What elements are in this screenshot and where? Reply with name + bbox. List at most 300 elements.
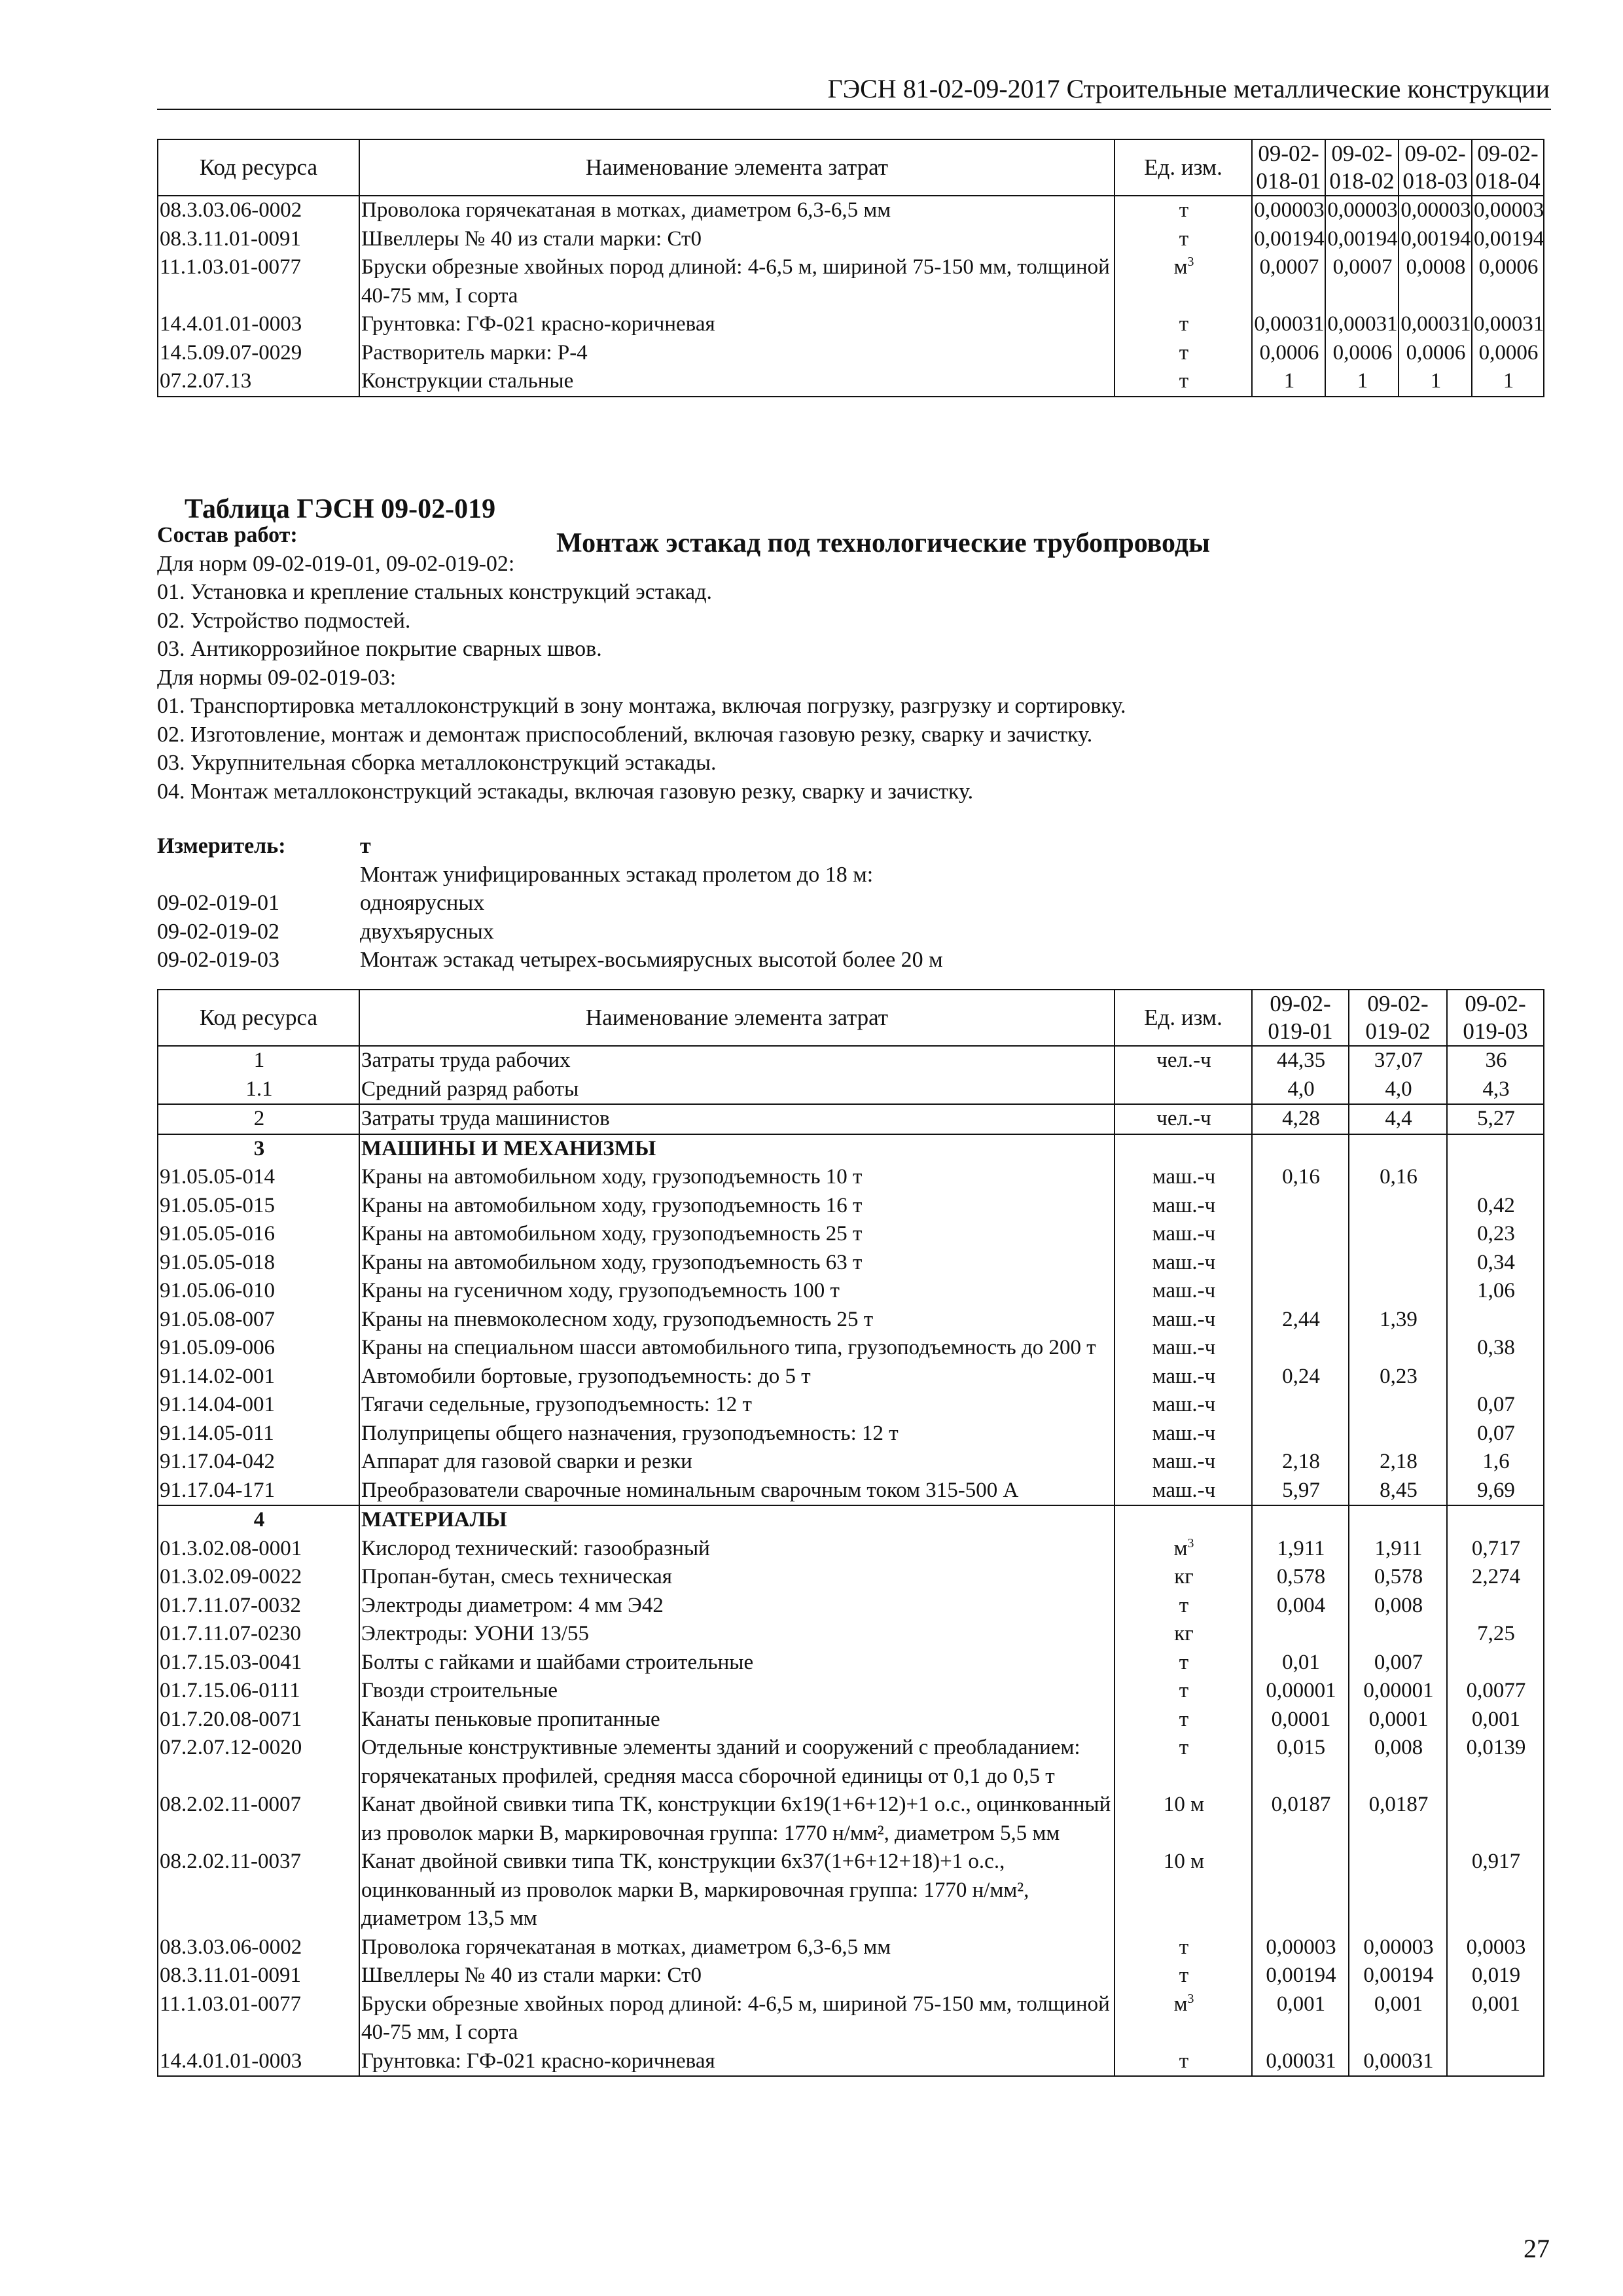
norm-value: 0,0006: [1399, 339, 1472, 368]
norm-value: [1349, 1334, 1447, 1363]
norm-value: 0,00003: [1399, 196, 1472, 225]
norm-value: [1349, 1249, 1447, 1278]
norm-value: [1252, 1620, 1349, 1649]
table-row: [158, 1734, 1544, 1791]
norm-value: 0,0008: [1399, 253, 1472, 310]
unit: [1115, 1505, 1252, 1535]
resource-code: 91.14.02-001: [158, 1363, 359, 1391]
unit: [1115, 196, 1252, 225]
unit-text: маш.-ч: [1152, 1250, 1216, 1274]
norm-value: 0,004: [1252, 1592, 1349, 1621]
table-row: [158, 1592, 1544, 1621]
norm-value: 0,07: [1447, 1420, 1544, 1448]
resource-name: Краны на автомобильном ходу, грузоподъемность 10 т: [359, 1163, 1115, 1192]
resource-code: 1: [158, 1046, 359, 1075]
norm-description: двухъярусных: [360, 919, 494, 944]
norm-value: [1349, 1505, 1447, 1535]
resource-code: 4: [158, 1505, 359, 1535]
unit-text: маш.-ч: [1152, 1193, 1216, 1217]
norm-value: 0,00001: [1252, 1677, 1349, 1706]
unit-text: т: [1179, 1679, 1189, 1702]
norm-value: 0,42: [1447, 1192, 1544, 1221]
norm-value: [1447, 1163, 1544, 1192]
column-header: 09-02-019-02: [1349, 990, 1447, 1046]
unit-text: т: [1179, 1964, 1189, 1987]
unit-text: чел.-ч: [1156, 1049, 1211, 1072]
norm-value: 0,00031: [1252, 2047, 1349, 2077]
norm-value: 0,16: [1349, 1163, 1447, 1192]
norm-value: 4,0: [1252, 1075, 1349, 1105]
unit-text: т: [1179, 1736, 1189, 1759]
norm-value: 0,0007: [1252, 253, 1325, 310]
norm-value: [1252, 1134, 1349, 1164]
resource-name: Кислород технический: газообразный: [359, 1535, 1115, 1564]
unit: [1115, 1706, 1252, 1734]
table-row: [158, 1962, 1544, 1990]
resource-code: 01.3.02.09-0022: [158, 1563, 359, 1592]
resource-code: 08.3.03.06-0002: [158, 1933, 359, 1962]
unit: [1115, 1134, 1252, 1164]
resource-name: Тягачи седельные, грузоподъемность: 12 т: [359, 1391, 1115, 1420]
unit: [1115, 1990, 1252, 2047]
resource-table-018: [157, 139, 1544, 397]
norm-value: [1252, 1192, 1349, 1221]
unit-text: т: [1179, 1593, 1189, 1617]
norm-value: 1,06: [1447, 1277, 1544, 1306]
norm-value: 0,23: [1447, 1220, 1544, 1249]
unit: [1115, 1277, 1252, 1306]
norm-value: 0,0007: [1325, 253, 1399, 310]
norm-value: [1252, 1334, 1349, 1363]
unit-text: м: [1173, 1992, 1188, 2016]
works-line: 01. Установка и крепление стальных конструкций эстакад.: [157, 580, 713, 604]
norm-code: 09-02-019-02: [157, 919, 279, 944]
unit: [1115, 1933, 1252, 1962]
header-rule: [157, 109, 1551, 110]
resource-name: Конструкции стальные: [359, 367, 1115, 397]
works-composition: [157, 521, 1531, 806]
norm-value: 0,00003: [1325, 196, 1399, 225]
resource-name: Электроды диаметром: 4 мм Э42: [359, 1592, 1115, 1621]
norm-value: 2,18: [1252, 1448, 1349, 1477]
table-row: [158, 1649, 1544, 1677]
norm-value: [1349, 1391, 1447, 1420]
norm-value: 0,008: [1349, 1734, 1447, 1791]
norm-value: 0,001: [1447, 1990, 1544, 2047]
table-row: [158, 253, 1544, 310]
resource-code: 91.05.05-014: [158, 1163, 359, 1192]
norm-value: 0,01: [1252, 1649, 1349, 1677]
column-header: 09-02-019-01: [1252, 990, 1349, 1046]
resource-name: Канат двойной свивки типа ТК, конструкции 6х19(1+6+12)+1 о.с., оцинкованный из проволок марки В, маркировочная группа: 1770 н/мм², диаметром 5,5 мм: [359, 1791, 1115, 1848]
column-header: 09-02-019-03: [1447, 990, 1544, 1046]
resource-name: Канаты пеньковые пропитанные: [359, 1706, 1115, 1734]
norm-value: 0,001: [1349, 1990, 1447, 2047]
unit-text: маш.-ч: [1152, 1307, 1216, 1331]
norm-value: [1349, 1220, 1447, 1249]
works-line: 04. Монтаж металлоконструкций эстакады, включая газовую резку, сварку и зачистку.: [157, 779, 974, 804]
norm-value: [1349, 1277, 1447, 1306]
unit-text: т: [1179, 1935, 1189, 1959]
unit: [1115, 1734, 1252, 1791]
column-header: Наименование элемента затрат: [359, 139, 1115, 196]
norm-value: 0,00031: [1325, 310, 1399, 339]
norm-value: [1252, 1505, 1349, 1535]
unit-text: т: [1179, 369, 1189, 393]
norm-value: 0,0006: [1472, 339, 1544, 368]
norm-value: 0,008: [1349, 1592, 1447, 1621]
resource-code: 91.05.09-006: [158, 1334, 359, 1363]
table-row: [158, 1620, 1544, 1649]
unit: [1115, 1477, 1252, 1506]
norm-value: 0,00003: [1472, 196, 1544, 225]
column-header: Наименование элемента затрат: [359, 990, 1115, 1046]
table-row: [158, 225, 1544, 254]
unit: [1115, 1420, 1252, 1448]
unit-text: чел.-ч: [1156, 1107, 1211, 1130]
resource-code: 08.3.11.01-0091: [158, 225, 359, 254]
unit-text: маш.-ч: [1152, 1421, 1216, 1445]
unit-text: т: [1179, 198, 1189, 222]
table-row: [158, 1477, 1544, 1506]
norm-value: 0,0006: [1472, 253, 1544, 310]
norm-value: 0,001: [1252, 1990, 1349, 2047]
norm-value: 0,34: [1447, 1249, 1544, 1278]
unit: [1115, 310, 1252, 339]
table-row: [158, 1505, 1544, 1535]
unit-text: маш.-ч: [1152, 1279, 1216, 1302]
norm-value: [1447, 1134, 1544, 1164]
norm-value: [1252, 1391, 1349, 1420]
resource-code: 91.14.04-001: [158, 1391, 359, 1420]
norm-value: 0,00031: [1399, 310, 1472, 339]
resource-name: Бруски обрезные хвойных пород длиной: 4-6,5 м, шириной 75-150 мм, толщиной 40-75 мм, I сорта: [359, 1990, 1115, 2047]
unit: [1115, 1104, 1252, 1134]
norm-value: 2,18: [1349, 1448, 1447, 1477]
resource-name: Затраты труда машинистов: [359, 1104, 1115, 1134]
norm-value: [1447, 2047, 1544, 2077]
norm-value: 44,35: [1252, 1046, 1349, 1075]
norm-value: 8,45: [1349, 1477, 1447, 1506]
norm-value: 0,0187: [1349, 1791, 1447, 1848]
table-row: [158, 1791, 1544, 1848]
resource-code: 91.05.05-015: [158, 1192, 359, 1221]
unit: [1115, 1962, 1252, 1990]
unit-text: т: [1179, 312, 1189, 336]
resource-code: 91.05.05-016: [158, 1220, 359, 1249]
table-row: [158, 1306, 1544, 1335]
column-header: 09-02-018-03: [1399, 139, 1472, 196]
unit: [1115, 1075, 1252, 1105]
norm-value: 5,27: [1447, 1104, 1544, 1134]
norm-value: 0,0006: [1252, 339, 1325, 368]
resource-name: Краны на специальном шасси автомобильного типа, грузоподъемность до 200 т: [359, 1334, 1115, 1363]
unit-text: кг: [1174, 1622, 1194, 1645]
resource-name: Болты с гайками и шайбами строительные: [359, 1649, 1115, 1677]
resource-name: МАТЕРИАЛЫ: [359, 1505, 1115, 1535]
norm-value: [1447, 1505, 1544, 1535]
works-line: Для нормы 09-02-019-03:: [157, 665, 397, 690]
norm-value: 1,911: [1252, 1535, 1349, 1564]
unit-text: кг: [1174, 1565, 1194, 1588]
resource-name: Полуприцепы общего назначения, грузоподъемность: 12 т: [359, 1420, 1115, 1448]
resource-code: 91.17.04-042: [158, 1448, 359, 1477]
resource-code: 14.4.01.01-0003: [158, 2047, 359, 2077]
norm-value: 0,007: [1349, 1649, 1447, 1677]
norm-value: 0,578: [1349, 1563, 1447, 1592]
table-row: [158, 1134, 1544, 1164]
norm-value: [1349, 1420, 1447, 1448]
unit: [1115, 1592, 1252, 1621]
unit: [1115, 225, 1252, 254]
resource-name: Автомобили бортовые, грузоподъемность: до 5 т: [359, 1363, 1115, 1391]
norm-value: [1252, 1848, 1349, 1933]
unit-text: маш.-ч: [1152, 1478, 1216, 1502]
norm-value: [1252, 1249, 1349, 1278]
norm-value: [1252, 1277, 1349, 1306]
resource-code: 11.1.03.01-0077: [158, 253, 359, 310]
table-row: [158, 1563, 1544, 1592]
table-row: [158, 1677, 1544, 1706]
resource-code: 01.7.15.03-0041: [158, 1649, 359, 1677]
unit: [1115, 1448, 1252, 1477]
resource-name: Швеллеры № 40 из стали марки: Ст0: [359, 225, 1115, 254]
works-line: 02. Изготовление, монтаж и демонтаж приспособлений, включая газовую резку, сварку и зачистку.: [157, 722, 1093, 747]
resource-code: 08.3.03.06-0002: [158, 196, 359, 225]
resource-name: Аппарат для газовой сварки и резки: [359, 1448, 1115, 1477]
resource-code: 01.7.15.06-0111: [158, 1677, 359, 1706]
norm-value: 4,28: [1252, 1104, 1349, 1134]
column-header: 09-02-018-01: [1252, 139, 1325, 196]
norm-value: [1447, 1306, 1544, 1335]
unit: [1115, 1306, 1252, 1335]
table-header-row: [158, 139, 1544, 196]
norm-value: 1,39: [1349, 1306, 1447, 1335]
resource-name: Канат двойной свивки типа ТК, конструкции 6х37(1+6+12+18)+1 о.с., оцинкованный из проволок марки В, маркировочная группа: 1770 н/мм², диаметром 13,5 мм: [359, 1848, 1115, 1933]
resource-name: Затраты труда рабочих: [359, 1046, 1115, 1075]
unit: [1115, 1535, 1252, 1564]
table-row: [158, 1448, 1544, 1477]
table-row: [158, 339, 1544, 368]
table-row: [158, 196, 1544, 225]
resource-code: 91.05.08-007: [158, 1306, 359, 1335]
norm-value: 0,0139: [1447, 1734, 1544, 1791]
norm-value: 0,00003: [1349, 1933, 1447, 1962]
norm-value: 0,00194: [1399, 225, 1472, 254]
unit-text: маш.-ч: [1152, 1165, 1216, 1189]
norm-value: 0,00031: [1349, 2047, 1447, 2077]
norm-value: 0,0001: [1349, 1706, 1447, 1734]
works-line: 01. Транспортировка металлоконструкций в зону монтажа, включая погрузку, разгрузку и сортировку.: [157, 694, 1126, 718]
norm-description: одноярусных: [360, 891, 485, 915]
unit-text: маш.-ч: [1152, 1450, 1216, 1473]
resource-code: 1.1: [158, 1075, 359, 1105]
table-row: [158, 1706, 1544, 1734]
resource-name: Краны на автомобильном ходу, грузоподъемность 25 т: [359, 1220, 1115, 1249]
resource-code: 08.2.02.11-0037: [158, 1848, 359, 1933]
unit-exponent: 3: [1187, 1535, 1194, 1551]
norm-value: 0,16: [1252, 1163, 1349, 1192]
resource-name: Краны на пневмоколесном ходу, грузоподъемность 25 т: [359, 1306, 1115, 1335]
norm-value: [1447, 1649, 1544, 1677]
table-row: [158, 1192, 1544, 1221]
resource-name: Пропан-бутан, смесь техническая: [359, 1563, 1115, 1592]
norm-value: 1,6: [1447, 1448, 1544, 1477]
unit-text: м: [1173, 1536, 1188, 1560]
table-row: [158, 1363, 1544, 1391]
norm-value: 0,00003: [1252, 1933, 1349, 1962]
table-row: [158, 1220, 1544, 1249]
unit: [1115, 1046, 1252, 1075]
table-row: [158, 1163, 1544, 1192]
norm-value: [1252, 1220, 1349, 1249]
norm-value: 0,717: [1447, 1535, 1544, 1564]
norm-value: 0,001: [1447, 1706, 1544, 1734]
resource-code: 08.2.02.11-0007: [158, 1791, 359, 1848]
norm-value: [1349, 1620, 1447, 1649]
norm-value: 1: [1399, 367, 1472, 397]
resource-code: 91.05.05-018: [158, 1249, 359, 1278]
table-number: Таблица ГЭСН 09-02-019: [185, 494, 496, 524]
resource-name: МАШИНЫ И МЕХАНИЗМЫ: [359, 1134, 1115, 1164]
measure-item: [157, 918, 1531, 946]
unit-text: т: [1179, 1650, 1189, 1674]
norm-value: 0,0003: [1447, 1933, 1544, 1962]
measure-intro: Монтаж унифицированных эстакад пролетом до 18 м:: [360, 862, 874, 887]
table-row: [158, 1848, 1544, 1933]
norm-value: 1,911: [1349, 1535, 1447, 1564]
unit-text: маш.-ч: [1152, 1222, 1216, 1246]
table-row: [158, 1420, 1544, 1448]
unit-text: м: [1173, 255, 1188, 279]
unit: [1115, 253, 1252, 310]
table-row: [158, 1334, 1544, 1363]
norm-value: 0,07: [1447, 1391, 1544, 1420]
column-header: Ед. изм.: [1115, 990, 1252, 1046]
resource-name: Краны на автомобильном ходу, грузоподъемность 16 т: [359, 1192, 1115, 1221]
measure-item: [157, 889, 1531, 918]
norm-value: 4,3: [1447, 1075, 1544, 1105]
norm-value: 0,578: [1252, 1563, 1349, 1592]
works-line: 03. Антикоррозийное покрытие сварных швов.: [157, 637, 602, 661]
norm-value: 7,25: [1447, 1620, 1544, 1649]
column-header: Код ресурса: [158, 990, 359, 1046]
resource-code: 01.3.02.08-0001: [158, 1535, 359, 1564]
norm-value: 0,23: [1349, 1363, 1447, 1391]
unit: [1115, 1649, 1252, 1677]
norm-value: 0,00194: [1472, 225, 1544, 254]
works-line: Для норм 09-02-019-01, 09-02-019-02:: [157, 551, 515, 576]
resource-name: Бруски обрезные хвойных пород длиной: 4-6,5 м, шириной 75-150 мм, толщиной 40-75 мм, I сорта: [359, 253, 1115, 310]
norm-value: [1447, 1592, 1544, 1621]
norm-value: [1447, 1791, 1544, 1848]
measure-item: [157, 946, 1531, 975]
norm-value: [1349, 1134, 1447, 1164]
unit: [1115, 339, 1252, 368]
unit-exponent: 3: [1187, 1991, 1194, 2006]
measure-label: Измеритель:: [157, 834, 286, 858]
unit-text: маш.-ч: [1152, 1364, 1216, 1388]
unit: [1115, 1334, 1252, 1363]
table-row: [158, 1104, 1544, 1134]
norm-value: 0,00194: [1252, 225, 1325, 254]
unit-text: т: [1179, 2049, 1189, 2073]
resource-name: Проволока горячекатаная в мотках, диаметром 6,3-6,5 мм: [359, 1933, 1115, 1962]
table-row: [158, 1990, 1544, 2047]
measure-block: [157, 832, 1531, 975]
resource-code: 01.7.11.07-0230: [158, 1620, 359, 1649]
norm-value: 9,69: [1447, 1477, 1544, 1506]
page-number: 27: [1524, 2234, 1550, 2263]
resource-code: 08.3.11.01-0091: [158, 1962, 359, 1990]
unit: [1115, 1391, 1252, 1420]
norm-value: 0,019: [1447, 1962, 1544, 1990]
table-row: [158, 1277, 1544, 1306]
table-header-row: [158, 990, 1544, 1046]
resource-name: Швеллеры № 40 из стали марки: Ст0: [359, 1962, 1115, 1990]
table-name: Монтаж эстакад под технологические трубопроводы: [556, 528, 1210, 558]
resource-code: 91.05.06-010: [158, 1277, 359, 1306]
resource-name: Средний разряд работы: [359, 1075, 1115, 1105]
resource-code: 11.1.03.01-0077: [158, 1990, 359, 2047]
resource-code: 01.7.11.07-0032: [158, 1592, 359, 1621]
norm-code: 09-02-019-01: [157, 891, 279, 915]
unit: [1115, 1220, 1252, 1249]
norm-value: 0,00003: [1252, 196, 1325, 225]
unit: [1115, 1791, 1252, 1848]
measure-unit: т: [360, 834, 371, 858]
works-label: Состав работ:: [157, 523, 298, 547]
unit-text: т: [1179, 226, 1189, 251]
table-row: [158, 1391, 1544, 1420]
resource-name: Гвозди строительные: [359, 1677, 1115, 1706]
resource-code: 14.5.09.07-0029: [158, 339, 359, 368]
unit-text: маш.-ч: [1152, 1393, 1216, 1416]
unit: [1115, 1563, 1252, 1592]
resource-code: 01.7.20.08-0071: [158, 1706, 359, 1734]
norm-value: 0,24: [1252, 1363, 1349, 1391]
unit: [1115, 1363, 1252, 1391]
norm-value: 0,00031: [1472, 310, 1544, 339]
norm-value: [1252, 1420, 1349, 1448]
column-header: 09-02-018-04: [1472, 139, 1544, 196]
unit-exponent: 3: [1187, 255, 1194, 269]
norm-value: 0,0006: [1325, 339, 1399, 368]
column-header: 09-02-018-02: [1325, 139, 1399, 196]
norm-value: 0,00001: [1349, 1677, 1447, 1706]
column-header: Код ресурса: [158, 139, 359, 196]
norm-value: 0,0187: [1252, 1791, 1349, 1848]
norm-value: 2,44: [1252, 1306, 1349, 1335]
norm-value: [1349, 1192, 1447, 1221]
norm-value: 0,0001: [1252, 1706, 1349, 1734]
table-row: [158, 310, 1544, 339]
unit-text: 10 м: [1163, 1793, 1205, 1816]
resource-name: Проволока горячекатаная в мотках, диаметром 6,3-6,5 мм: [359, 196, 1115, 225]
unit: [1115, 1192, 1252, 1221]
unit-text: 10 м: [1163, 1850, 1205, 1873]
unit-text: т: [1179, 1707, 1189, 1731]
norm-value: 36: [1447, 1046, 1544, 1075]
resource-code: 3: [158, 1134, 359, 1164]
unit: [1115, 1848, 1252, 1933]
resource-name: Преобразователи сварочные номинальным сварочным током 315-500 А: [359, 1477, 1115, 1506]
norm-value: 0,00194: [1349, 1962, 1447, 1990]
table-row: [158, 1075, 1544, 1105]
norm-code: 09-02-019-03: [157, 948, 279, 972]
table-row: [158, 1535, 1544, 1564]
unit: [1115, 1620, 1252, 1649]
